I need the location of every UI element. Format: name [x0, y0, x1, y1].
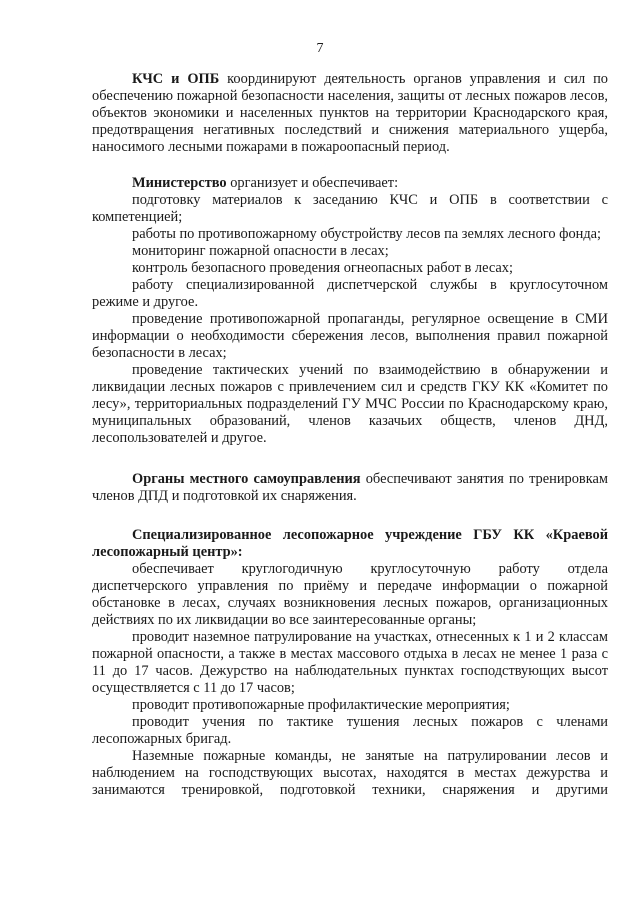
document-body — [92, 71, 608, 799]
center-item: обеспечивает круглогодичную круглосуточную работу отдела диспетчерского управления по приёму и передаче информации о пожарной обстановке в лесах, случаях возникновения лесных пожаров, организационных действиях по их ликвидации во все заинтересованные органы; — [92, 561, 608, 628]
ministry-item: работу специализированной диспетчерской службы в круглосуточном режиме и другое. — [92, 277, 608, 310]
center-item: проводит противопожарные профилактические мероприятия; — [132, 697, 510, 713]
paragraph-ministry-heading: Министерство — [132, 175, 227, 191]
paragraph-ministry-text: организует и обеспечивает: — [226, 175, 399, 191]
ministry-item: проведение тактических учений по взаимодействию в обнаружении и ликвидации лесных пожаров с привлечением сил и средств ГКУ КК «Комитет по лесу», территориальных подразделений ГУ МЧС России по Краснодарскому краю, муниципальных образований, членов казачьих обществ, членов ДНД, лесопользователей и другое. — [92, 362, 608, 446]
paragraph-forest-fire-center-heading: Специализированное лесопожарное учреждение ГБУ КК «Краевой лесопожарный центр»: — [92, 527, 608, 560]
paragraph-local-government-heading: Органы местного самоуправления — [132, 471, 361, 487]
center-item: проводит наземное патрулирование на участках, отнесенных к 1 и 2 классам пожарной опасности, а также в местах массового отдыха в лесах не менее 1 раза с 11 до 17 часов. Дежурство на наблюдательных пунктах господствующих высот осуществляется с 11 до 17 часов; — [92, 629, 608, 696]
ministry-item: подготовку материалов к заседанию КЧС и ОПБ в соответствии с компетенцией; — [92, 192, 608, 225]
center-item: проводит учения по тактике тушения лесных пожаров с членами лесопожарных бригад. — [92, 714, 608, 747]
page-number: 7 — [316, 41, 324, 56]
paragraph-local-government-text: обеспечивают занятия по тренировкам членов ДПД и подготовкой их снаряжения. — [92, 471, 608, 504]
paragraph-kchs-heading: КЧС и ОПБ — [132, 71, 220, 87]
paragraph-kchs — [92, 71, 608, 156]
ministry-item: мониторинг пожарной опасности в лесах; — [132, 243, 389, 259]
paragraph-ground-teams: Наземные пожарные команды, не занятые на патрулировании лесов и наблюдением на господствующих высотах, находятся в местах дежурства и занимаются тренировкой, подготовкой техники, снаряжения и другими — [92, 748, 608, 798]
paragraph-local-government — [92, 471, 608, 505]
paragraph-ministry — [92, 175, 608, 192]
paragraph-forest-fire-center — [92, 527, 608, 561]
ministry-item: работы по противопожарному обустройству лесов па землях лесного фонда; — [132, 226, 602, 242]
paragraph-kchs-text: координируют деятельность органов управления и сил по обеспечению пожарной безопасности населения, защиты от лесных пожаров лесов, объектов экономики и населенных пунктов на территории Краснодарского края, предотвращения негативных последствий и снижения материального ущерба, наносимого лесными пожарами в пожароопасный период. — [92, 71, 608, 155]
ministry-item: проведение противопожарной пропаганды, регулярное освещение в СМИ информации о необходимости сбережения лесов, выполнения правил пожарной безопасности в лесах; — [92, 311, 608, 361]
ministry-item: контроль безопасного проведения огнеопасных работ в лесах; — [132, 260, 513, 276]
